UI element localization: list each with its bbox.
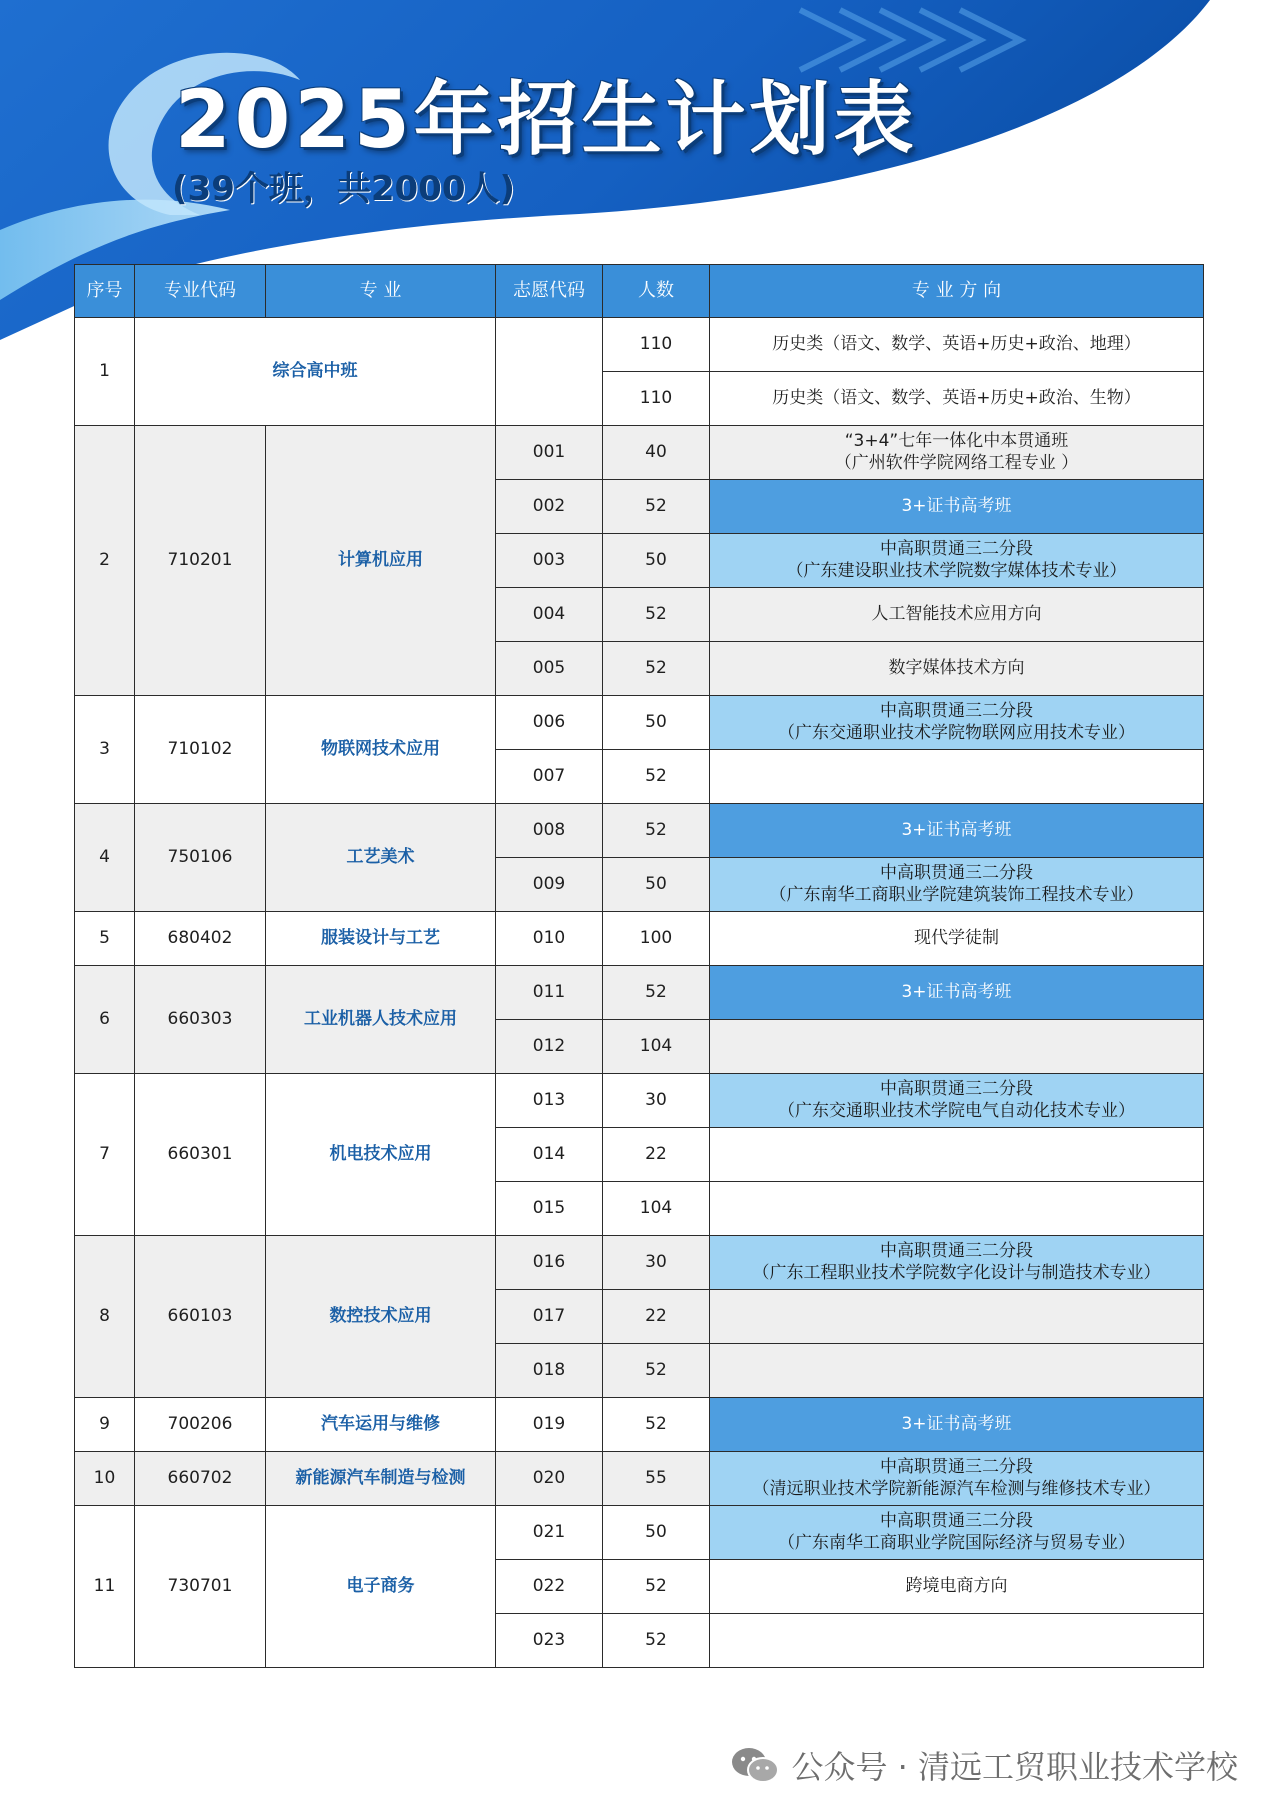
volunteer-code: 023 [496,1614,603,1668]
enrollment-count: 50 [603,696,710,750]
direction-line: 中高职贯通三二分段 [880,539,1033,560]
major-name: 汽车运用与维修 [266,1398,496,1452]
enrollment-count: 52 [603,1398,710,1452]
major-name: 机电技术应用 [266,1074,496,1236]
row-number: 5 [75,912,135,966]
column-header-count: 人数 [603,265,710,318]
volunteer-code: 008 [496,804,603,858]
direction-line: 人工智能技术应用方向 [871,603,1042,624]
enrollment-count: 50 [603,858,710,912]
major-direction [710,1398,1204,1452]
major-code: 700206 [135,1398,266,1452]
table-row [75,1506,1204,1560]
volunteer-code: 002 [496,480,603,534]
enrollment-count: 22 [603,1128,710,1182]
major-code: 680402 [135,912,266,966]
direction-text [710,539,1203,582]
table-row [75,804,1204,858]
direction-text [710,1511,1203,1554]
volunteer-code: 009 [496,858,603,912]
enrollment-count: 52 [603,804,710,858]
major-name: 服装设计与工艺 [266,912,496,966]
table-row [75,1398,1204,1452]
enrollment-count: 52 [603,1614,710,1668]
direction-text [710,820,1203,841]
column-header-no: 序号 [75,265,135,318]
enrollment-count: 55 [603,1452,710,1506]
row-number: 8 [75,1236,135,1398]
direction-line: 中高职贯通三二分段 [880,1241,1033,1262]
row-number: 3 [75,696,135,804]
direction-text [710,1079,1203,1122]
direction-text [710,1241,1203,1284]
direction-line: 3+证书高考班 [901,495,1012,516]
direction-line: 中高职贯通三二分段 [880,701,1033,722]
enrollment-count: 52 [603,750,710,804]
enrollment-count: 52 [603,966,710,1020]
direction-line: （广东南华工商职业学院建筑装饰工程技术专业） [769,884,1144,905]
wechat-icon [729,1745,781,1785]
table-header-row [75,265,1204,318]
volunteer-code: 004 [496,588,603,642]
table-row [75,1236,1204,1290]
volunteer-code: 003 [496,534,603,588]
major-code: 730701 [135,1506,266,1668]
major-direction [710,1074,1204,1128]
major-direction [710,588,1204,642]
volunteer-code: 017 [496,1290,603,1344]
footer-watermark [729,1742,1238,1788]
major-direction [710,642,1204,696]
direction-text [710,1576,1203,1597]
direction-line: （清远职业技术学院新能源汽车检测与维修技术专业） [752,1478,1161,1499]
major-name: 物联网技术应用 [266,696,496,804]
major-direction [710,1614,1204,1668]
row-number: 10 [75,1452,135,1506]
major-name: 电子商务 [266,1506,496,1668]
column-header-major: 专 业 [266,265,496,318]
direction-text [710,982,1203,1003]
direction-line: （广州软件学院网络工程专业 ） [834,452,1079,473]
enrollment-count: 52 [603,480,710,534]
direction-text [710,658,1203,679]
enrollment-count: 100 [603,912,710,966]
enrollment-count: 52 [603,1344,710,1398]
major-name: 新能源汽车制造与检测 [266,1452,496,1506]
major-code: 710201 [135,426,266,696]
major-direction [710,318,1204,372]
direction-line: 中高职贯通三二分段 [880,863,1033,884]
enrollment-count: 110 [603,372,710,426]
table-row [75,1452,1204,1506]
volunteer-code: 006 [496,696,603,750]
direction-line: （广东南华工商职业学院国际经济与贸易专业） [778,1532,1135,1553]
major-direction [710,1020,1204,1074]
table-row [75,426,1204,480]
enrollment-count: 104 [603,1182,710,1236]
major-direction [710,1182,1204,1236]
volunteer-code [496,318,603,426]
major-name: 综合高中班 [135,318,496,426]
volunteer-code: 001 [496,426,603,480]
volunteer-code: 011 [496,966,603,1020]
volunteer-code: 012 [496,1020,603,1074]
major-direction [710,372,1204,426]
enrollment-plan-table-wrapper [74,264,1204,1668]
column-header-code: 专业代码 [135,265,266,318]
page-title: 2025年招生计划表 [175,73,918,166]
enrollment-count: 30 [603,1074,710,1128]
volunteer-code: 020 [496,1452,603,1506]
major-direction [710,1128,1204,1182]
direction-line: 数字媒体技术方向 [888,657,1025,678]
major-direction [710,1560,1204,1614]
column-header-vcode: 志愿代码 [496,265,603,318]
direction-text [710,334,1203,355]
major-code: 660301 [135,1074,266,1236]
major-direction [710,1506,1204,1560]
direction-line: （广东交通职业技术学院物联网应用技术专业） [778,722,1135,743]
volunteer-code: 013 [496,1074,603,1128]
volunteer-code: 014 [496,1128,603,1182]
direction-line: 3+证书高考班 [901,819,1012,840]
major-direction [710,426,1204,480]
major-direction [710,912,1204,966]
row-number: 4 [75,804,135,912]
enrollment-count: 50 [603,1506,710,1560]
direction-text [710,863,1203,906]
major-direction [710,696,1204,750]
direction-line: 历史类（语文、数学、英语+历史+政治、生物） [772,387,1141,408]
column-header-direction: 专 业 方 向 [710,265,1204,318]
major-direction [710,1344,1204,1398]
enrollment-count: 52 [603,588,710,642]
enrollment-count: 104 [603,1020,710,1074]
direction-text [710,701,1203,744]
table-row [75,912,1204,966]
major-direction [710,480,1204,534]
volunteer-code: 021 [496,1506,603,1560]
row-number: 1 [75,318,135,426]
direction-text [710,928,1203,949]
direction-line: 中高职贯通三二分段 [880,1511,1033,1532]
major-direction [710,858,1204,912]
direction-text [710,431,1203,474]
direction-line: （广东交通职业技术学院电气自动化技术专业） [778,1100,1135,1121]
direction-line: 中高职贯通三二分段 [880,1079,1033,1100]
volunteer-code: 022 [496,1560,603,1614]
major-code: 710102 [135,696,266,804]
major-direction [710,534,1204,588]
volunteer-code: 019 [496,1398,603,1452]
volunteer-code: 018 [496,1344,603,1398]
direction-text [710,1457,1203,1500]
footer-text: 公众号 · 清远工贸职业技术学校 [791,1748,1238,1786]
row-number: 6 [75,966,135,1074]
major-direction [710,1290,1204,1344]
direction-line: 跨境电商方向 [905,1575,1008,1596]
major-name: 工艺美术 [266,804,496,912]
page-subtitle: (39个班，共2000人) [172,169,516,209]
enrollment-count: 52 [603,1560,710,1614]
table-row [75,696,1204,750]
table-row [75,966,1204,1020]
major-code: 750106 [135,804,266,912]
direction-line: （广东建设职业技术学院数字媒体技术专业） [786,560,1127,581]
major-direction [710,1452,1204,1506]
direction-line: 3+证书高考班 [901,981,1012,1002]
direction-line: （广东工程职业技术学院数字化设计与制造技术专业） [752,1262,1161,1283]
volunteer-code: 016 [496,1236,603,1290]
direction-text [710,1414,1203,1435]
direction-line: 中高职贯通三二分段 [880,1457,1033,1478]
major-direction [710,750,1204,804]
enrollment-count: 22 [603,1290,710,1344]
major-name: 计算机应用 [266,426,496,696]
volunteer-code: 005 [496,642,603,696]
direction-line: 现代学徒制 [914,927,999,948]
enrollment-count: 52 [603,642,710,696]
enrollment-count: 40 [603,426,710,480]
row-number: 11 [75,1506,135,1668]
table-body [75,318,1204,1668]
major-name: 数控技术应用 [266,1236,496,1398]
row-number: 7 [75,1074,135,1236]
direction-line: 3+证书高考班 [901,1413,1012,1434]
row-number: 9 [75,1398,135,1452]
major-code: 660103 [135,1236,266,1398]
row-number: 2 [75,426,135,696]
major-direction [710,1236,1204,1290]
volunteer-code: 007 [496,750,603,804]
table-row [75,318,1204,372]
direction-line: “3+4”七年一体化中本贯通班 [844,431,1069,452]
major-code: 660702 [135,1452,266,1506]
enrollment-count: 110 [603,318,710,372]
major-name: 工业机器人技术应用 [266,966,496,1074]
enrollment-count: 50 [603,534,710,588]
volunteer-code: 015 [496,1182,603,1236]
direction-text [710,388,1203,409]
major-code: 660303 [135,966,266,1074]
enrollment-count: 30 [603,1236,710,1290]
direction-text [710,604,1203,625]
volunteer-code: 010 [496,912,603,966]
direction-text [710,496,1203,517]
major-direction [710,804,1204,858]
enrollment-plan-table [74,264,1204,1668]
table-row [75,1074,1204,1128]
major-direction [710,966,1204,1020]
direction-line: 历史类（语文、数学、英语+历史+政治、地理） [772,333,1141,354]
